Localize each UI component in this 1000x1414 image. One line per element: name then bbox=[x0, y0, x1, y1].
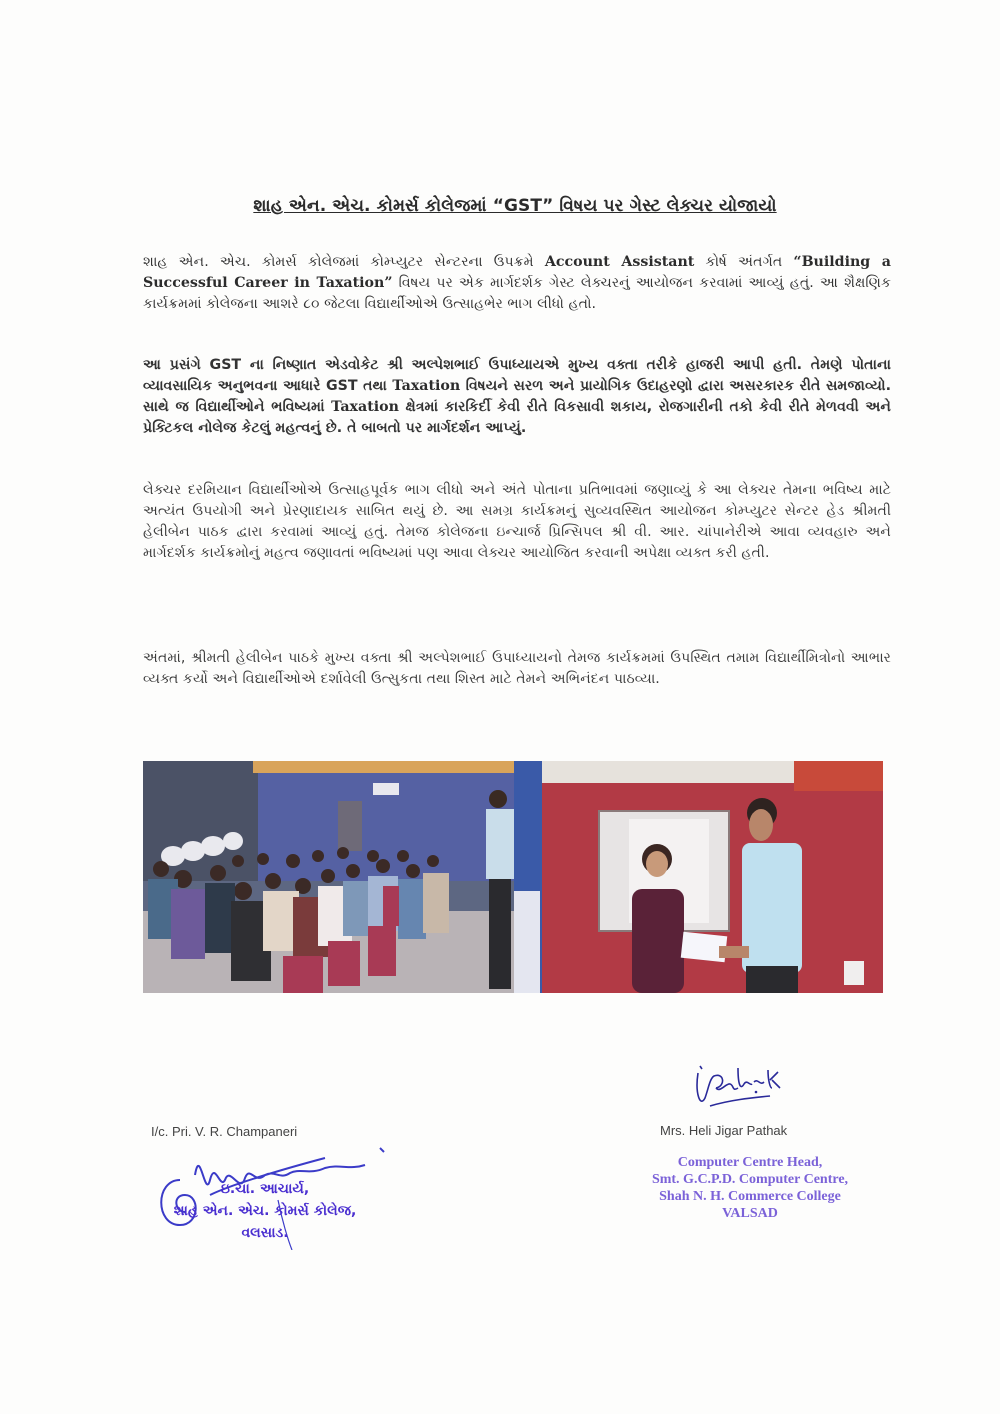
principal-name: I/c. Pri. V. R. Champaneri bbox=[151, 1124, 298, 1139]
text-segment-en: Account Assistant bbox=[544, 254, 695, 270]
paragraph-intro bbox=[143, 252, 891, 315]
paragraph-closing bbox=[143, 648, 891, 690]
paragraph-speaker bbox=[143, 355, 891, 439]
head-name: Mrs. Heli Jigar Pathak bbox=[660, 1123, 788, 1138]
head-signature bbox=[680, 1058, 790, 1118]
stamp-line: Computer Centre Head, bbox=[677, 1155, 823, 1170]
text-segment: આ પ્રસંગે GST ના નિષ્ણાત એડવોકેટ શ્રી અલ્પેશભાઈ ઉપાધ્યાયએ મુખ્ય વક્તા તરીકે હાજરી આપી હતી. તેમણે પોતાના વ્યાવસાયિક અનુભવના આધારે GST તથા bbox=[143, 357, 891, 394]
text-segment: વિષયને સરળ અને પ્રાયોગિક ઉદાહરણો દ્વારા અસરકારક રીતે સમજાવ્યો. સાથે જ વિદ્યાર્થીઓને ભવિષ્યમાં bbox=[143, 378, 891, 415]
text-segment-en: Taxation bbox=[392, 378, 461, 394]
stamp-line: VALSAD bbox=[722, 1206, 778, 1221]
paragraph-feedback bbox=[143, 480, 891, 564]
lecture-audience-image bbox=[143, 761, 514, 993]
computer-centre-stamp bbox=[600, 1154, 900, 1222]
text-segment: લેક્ચર દરમિયાન વિદ્યાર્થીઓએ ઉત્સાહપૂર્વક ભાગ લીધો અને અંતે પોતાના પ્રતિભાવમાં જણાવ્યું કે આ લેક્ચર તેમના ભવિષ્ય માટે અત્યંત ઉપયોગી અને પ્રેરણાદાયક સાબિત થયું છે. આ સમગ્ર કાર્યક્રમનું સુવ્યવસ્થિત આયોજન કોમ્પ્યુટર સેન્ટર હેડ શ્રીમતી હેલીબેન પાઠક દ્વારા કરવામાં આવ્યું હતું. તેમજ કોલેજના ઇન્ચાર્જ પ્રિન્સિપલ શ્રી વી. આર. ચાંપાનેરીએ આવા વ્યવહારુ અને માર્ગદર્શક કાર્યક્રમોનું મહત્વ જણાવતાં ભવિષ્યમાં પણ આવા લેક્ચર આયોજિત કરવાની અપેક્ષા વ્યક્ત કરી હતી. bbox=[143, 482, 891, 561]
text-segment: ક્ષેત્રમાં કારકિર્દી કેવી રીતે વિકસાવી શકાય, રોજગારીની તકો કેવી રીતે મેળવવી અને પ્રેક્ટિકલ નોલેજ કેટલું મહત્વનું છે. તે બાબતો પર માર્ગદર્શન આપ્યું. bbox=[143, 399, 891, 436]
lecture-audience-photo bbox=[143, 761, 514, 993]
certificate-presentation-photo bbox=[514, 761, 883, 993]
text-segment: વિષય પર એક માર્ગદર્શક ગેસ્ટ લેક્ચરનું આયોજન કરવામાં આવ્યું હતું. આ શૈક્ષણિક કાર્યક્રમમાં કોલેજના આશરે ૮૦ જેટલા વિદ્યાર્થીઓએ ઉત્સાહભેર ભાગ લીધો હતો. bbox=[143, 275, 891, 312]
text-segment: અંતમાં, શ્રીમતી હેલીબેન પાઠકે મુખ્ય વક્તા શ્રી અલ્પેશભાઈ ઉપાધ્યાયનો તેમજ કાર્યક્રમમાં ઉપસ્થિત તમામ વિદ્યાર્થીમિત્રોનો આભાર વ્યક્ત કર્યો અને વિદ્યાર્થીઓએ દર્શાવેલી ઉત્સુકતા તથા શિસ્ત માટે તેમને અભિનંદન પાઠવ્યા. bbox=[143, 650, 891, 687]
stamp-line: ઇ.ચા. આચાર્ય, bbox=[220, 1181, 310, 1197]
stamp-line: વલસાડ. bbox=[241, 1225, 289, 1241]
principal-stamp bbox=[130, 1178, 400, 1244]
stamp-line: Shah N. H. Commerce College bbox=[659, 1189, 841, 1204]
text-segment-en: “Building a Successful Career in Taxation” bbox=[143, 254, 891, 291]
text-segment-en: Taxation bbox=[331, 399, 399, 415]
text-segment: કોર્ષ અંતર્ગત bbox=[694, 254, 794, 270]
document-title: શાહ એન. એચ. કોમર્સ કોલેજમાં “GST” વિષય પર ગેસ્ટ લેક્ચર યોજાયો bbox=[253, 196, 777, 216]
text-segment: શાહ એન. એચ. કોમર્સ કોલેજમાં કોમ્પ્યુટર સેન્ટરના ઉપક્રમે bbox=[143, 254, 545, 270]
certificate-presentation-image bbox=[514, 761, 883, 993]
stamp-line: Smt. G.C.P.D. Computer Centre, bbox=[651, 1172, 849, 1187]
photo-strip bbox=[143, 761, 883, 993]
stamp-line: શાહ એન. એચ. કોમર્સ કોલેજ, bbox=[173, 1203, 357, 1219]
